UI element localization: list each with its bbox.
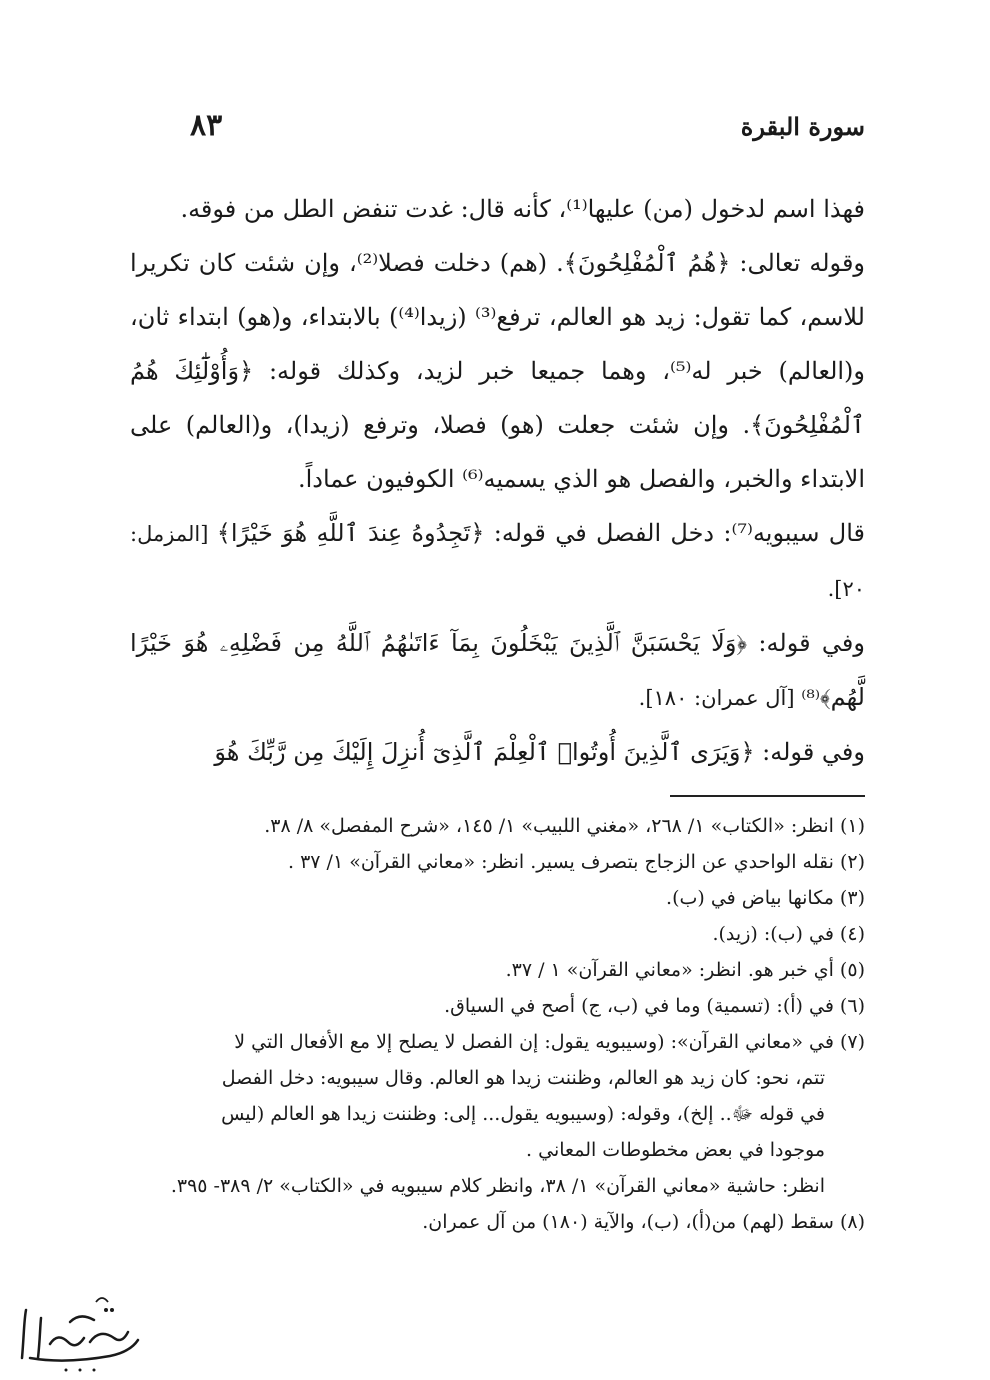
footnote-7-line-3: في قوله ﷻ.. إلخ)، وقوله: (وسيبويه يقول... إلى: وظننت زيدا هو العالم (ليس <box>221 1103 825 1125</box>
page-number: ٨٣ <box>190 108 223 143</box>
paragraph-4 <box>130 616 865 725</box>
paragraph-2-end: . وإن شئت جعلت (هو) فصلا، وترفع (زيدا)، و(العالم) على الابتداء والخبر، والفصل هو الذي يسميه⁽⁶⁾ الكوفيون عماداً. <box>130 411 865 493</box>
footnote-4: (٤) في (ب): (زيد). <box>712 923 865 945</box>
footnote-2: (٢) نقله الواحدي عن الزجاج بتصرف يسير. انظر: «معاني القرآن» ١/ ٣٧ . <box>287 851 865 873</box>
quran-verse-3: ﴿تَجِدُوهُ عِندَ ٱللَّهِ هُوَ خَيْرًا﴾ <box>216 519 485 547</box>
verse-reference-3: [المزمل: ٢٠]. <box>130 522 865 601</box>
quran-verse-4: ﴿وَلَا يَحْسَبَنَّ ٱلَّذِينَ يَبْخَلُونَ بِمَآ ءَاتَىٰهُمُ ٱللَّهُ مِن فَضْلِهِۦ هُوَ خَيْرًا لَّهُم﴾ <box>130 629 865 711</box>
footnote-divider <box>670 795 865 797</box>
footnote-5: (٥) أي خبر هو. انظر: «معاني القرآن» ١ / ٣٧. <box>505 959 865 981</box>
footnote-3: (٣) مكانها بياض في (ب). <box>666 887 865 909</box>
paragraph-2-intro: وقوله تعالى: <box>730 249 866 277</box>
paragraph-3 <box>130 506 865 616</box>
footnote-8: (٨) سقط (لهم) من(أ)، (ب)، والآية (١٨٠) من آل عمران. <box>422 1211 865 1233</box>
footnotes <box>130 808 865 1240</box>
paragraph-1: فهذا اسم لدخول (من) عليها⁽¹⁾، كأنه قال: غدت تنفض الطل من فوقه. <box>180 195 865 223</box>
footnote-6: (٦) في (أ): (تسمية) وما في (ب، ج) أصح في السياق. <box>444 995 865 1017</box>
footnote-7-line-5: انظر: حاشية «معاني القرآن» ١/ ٣٨، وانظر كلام سيبويه في «الكتاب» ٢/ ٣٨٩- ٣٩٥. <box>170 1175 825 1197</box>
footnote-7-line-4: موجودا في بعض مخطوطات المعاني . <box>526 1139 825 1161</box>
surah-title: سورة البقرة <box>740 112 865 141</box>
paragraph-5 <box>130 725 865 779</box>
paragraph-5-intro: وفي قوله: <box>754 738 865 766</box>
quran-verse-1: ﴿هُمُ ٱلْمُفْلِحُونَ﴾ <box>563 249 731 277</box>
quran-verse-2: ﴿وَأُوْلَٰٓئِكَ هُمُ ٱلْمُفْلِحُونَ﴾ <box>130 357 865 439</box>
footnote-7-line-2: تتم، نحو: كان زيد هو العالم، وظننت زيدا هو العالم. وقال سيبويه: دخل الفصل <box>221 1067 825 1089</box>
paragraph-4-intro: وفي قوله: <box>747 629 865 657</box>
paragraph-2-body: . (هم) دخلت فصلا⁽²⁾، وإن شئت كان تكريرا للاسم، كما تقول: زيد هو العالم، ترفع⁽³⁾ (زيدا⁽⁴⁾) بالابتداء، و(هو) ابتداء ثان، و(العالم) خبر له⁽⁵⁾، وهما جميعا خبر لزيد، وكذلك قوله: <box>130 249 866 385</box>
footnote-1: (١) انظر: «الكتاب» ١/ ٢٦٨، «مغني اللبيب» ١/ ١٤٥، «شرح المفصل» ٨/ ٣٨. <box>264 815 865 837</box>
quran-verse-5: ﴿وَيَرَى ٱلَّذِينَ أُوتُوا۟ ٱلْعِلْمَ ٱلَّذِىٓ أُنزِلَ إِلَيْكَ مِن رَّبِّكَ هُوَ <box>214 738 755 766</box>
paragraph-3-intro: قال سيبويه⁽⁷⁾: دخل الفصل في قوله: <box>484 519 866 547</box>
verse-reference-4: ⁽⁸⁾ [آل عمران: ١٨٠]. <box>638 686 821 710</box>
main-text <box>130 182 865 779</box>
paragraph-2 <box>130 236 865 506</box>
footnote-7: (٧) في «معاني القرآن»: (وسيبويه يقول: إن الفصل لا يصلح إلا مع الأفعال التي لا <box>234 1031 865 1053</box>
publisher-logo <box>10 1280 150 1380</box>
page-header <box>130 108 865 152</box>
